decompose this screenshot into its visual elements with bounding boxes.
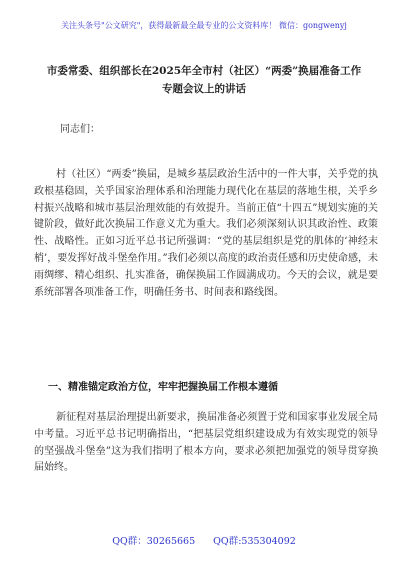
body-paragraph-1 [34,167,378,301]
footer-qq-group-2: QQ群:535304092 [213,536,296,547]
salutation: 同志们： [60,124,100,135]
paragraph-1-text: 村（社区）“两委”换届，是城乡基层政治生活中的一件大事，关乎党的执政根基稳固，关乎国家治理体系和治理能力现代化在基层的落地生根，关乎乡村振兴战略和城市基层治理效能的有效提升。当前正值“十四五”规划实施的关键阶段，做好此次换届工作意义尤为重大。我们必须深刻认识其政治性、政策性、战略性。正如习近平总书记所强调：“党的基层组织是党的肌体的‘神经末梢’，要发挥好战斗堡垒作用。”我们必须以高度的政治责任感和历史使命感，未雨绸缪、精心组织、扎实准备，确保换届工作圆满成功。今天的会议，就是要系统部署各项准备工作，明确任务书、时间表和路线图。 [34,169,378,298]
body-paragraph-2 [34,410,378,477]
footer-contact [0,535,408,549]
document-title: 市委常委、组织部长在2025年全市村（社区）“两委”换届准备工作专题会议上的讲话 [46,65,362,95]
promo-banner: 关注头条号"公文研究"，获得最新最全最专业的公文资料库！ 微信：gongwenyj [61,21,347,30]
footer-qq-group-1: QQ群：30265665 [112,536,196,547]
paragraph-2-text: 新征程对基层治理提出新要求，换届准备必须置于党和国家事业发展全局中考量。习近平总书记明确指出，“把基层党组织建设成为有效实现党的领导的坚强战斗堡垒”这为我们指明了根本方向，要求必须把加强党的领导贯穿换届始终。 [34,412,378,474]
section-heading-1: 一、精准锚定政治方位，牢牢把握换届工作根本遵循 [48,382,278,393]
